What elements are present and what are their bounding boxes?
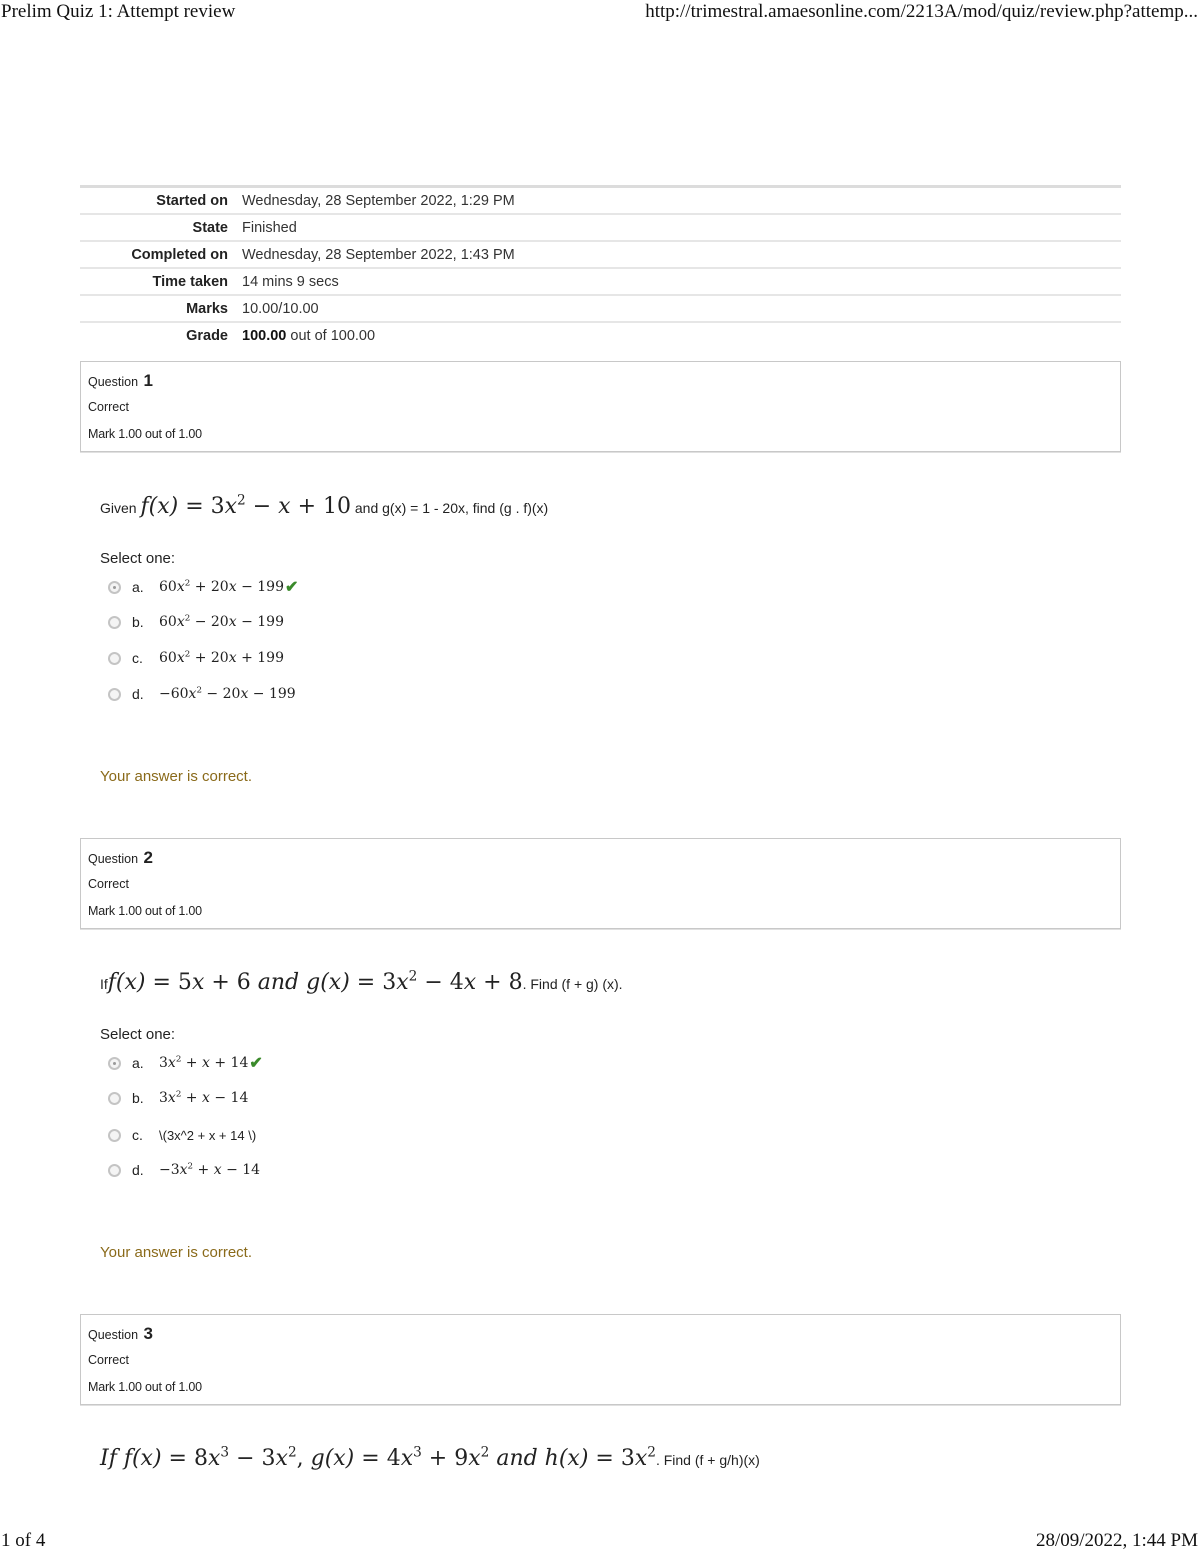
answer-option[interactable] xyxy=(108,1053,263,1073)
answer-option[interactable] xyxy=(108,1088,248,1108)
radio-button[interactable] xyxy=(108,1164,121,1177)
question-formula: f(x) = 5x + 6 and $g(x) = 3x^2 - 4x + 8$ xyxy=(107,968,523,995)
radio-button[interactable] xyxy=(108,1092,121,1105)
answer-feedback: Your answer is correct. xyxy=(100,768,253,785)
summary-label: Marks xyxy=(186,300,228,317)
question-state: Correct xyxy=(88,400,129,414)
print-url: http://trimestral.amaesonline.com/2213A/mod/quiz/review.php?attemp... xyxy=(645,1,1198,22)
question-number-value: 2 xyxy=(143,848,153,867)
question-text-suffix: . Find (f + g) (x). xyxy=(522,976,623,992)
question-3-info xyxy=(80,1314,1121,1405)
question-2-info xyxy=(80,838,1121,929)
radio-button[interactable] xyxy=(108,1129,121,1142)
answer-option[interactable] xyxy=(108,612,284,632)
question-1-info xyxy=(80,361,1121,452)
summary-row-marks xyxy=(80,294,1121,321)
summary-label: Time taken xyxy=(152,273,228,290)
answer-letter: c. xyxy=(132,1127,143,1143)
question-formula: $f(x) = 3x^2 - x + 10$ xyxy=(140,492,351,519)
question-label: Question xyxy=(88,1328,139,1342)
question-state: Correct xyxy=(88,1353,129,1367)
question-text-suffix: and g(x) = 1 - 20x, find (g . f)(x) xyxy=(354,500,549,516)
question-formula: If $f(x) = 8x^3 - 3x^2$, $g(x) = 4x^3 + 9x^2$ and $h(x) = 3x^2$ xyxy=(100,1444,656,1471)
summary-label: Started on xyxy=(156,192,228,209)
grade-score: 100.00 xyxy=(242,327,287,344)
print-title: Prelim Quiz 1: Attempt review xyxy=(1,1,236,22)
question-grade: Mark 1.00 out of 1.00 xyxy=(88,1380,202,1394)
question-grade: Mark 1.00 out of 1.00 xyxy=(88,904,202,918)
page-count: 1 of 4 xyxy=(1,1530,46,1551)
print-header xyxy=(0,0,1200,26)
answer-letter: a. xyxy=(132,1055,144,1071)
summary-value: Finished xyxy=(242,219,297,236)
summary-row-state xyxy=(80,213,1121,240)
radio-button[interactable] xyxy=(108,688,121,701)
summary-row-completed xyxy=(80,240,1121,267)
answer-letter: a. xyxy=(132,579,144,595)
answer-formula: $-3x^2 + x - 14$ xyxy=(159,1161,261,1178)
answer-letter: d. xyxy=(132,686,144,702)
summary-value: Wednesday, 28 September 2022, 1:29 PM xyxy=(242,192,515,209)
answer-option[interactable] xyxy=(108,577,298,597)
answer-formula: $60x^2 - 20x - 199$ xyxy=(159,613,284,630)
answer-raw-text: \(3x^2 + x + 14 \) xyxy=(159,1127,257,1143)
summary-value: 14 mins 9 secs xyxy=(242,273,339,290)
question-state: Correct xyxy=(88,877,129,891)
summary-label: State xyxy=(192,219,228,236)
summary-label: Grade xyxy=(186,327,228,344)
answer-formula: $-60x^2 - 20x - 199$ xyxy=(159,685,296,702)
summary-row-grade xyxy=(80,321,1121,348)
question-number xyxy=(88,371,153,391)
radio-button[interactable] xyxy=(108,652,121,665)
question-number xyxy=(88,848,153,868)
question-text-prefix: If xyxy=(100,976,108,992)
question-number-value: 3 xyxy=(143,1324,153,1343)
answer-letter: c. xyxy=(132,650,143,666)
radio-button[interactable] xyxy=(108,616,121,629)
select-one-label: Select one: xyxy=(100,550,176,567)
summary-row-started xyxy=(80,185,1121,213)
summary-row-time xyxy=(80,267,1121,294)
summary-label: Completed on xyxy=(131,246,228,263)
radio-button[interactable] xyxy=(108,1057,121,1070)
question-grade: Mark 1.00 out of 1.00 xyxy=(88,427,202,441)
summary-value: Wednesday, 28 September 2022, 1:43 PM xyxy=(242,246,515,263)
grade-out-of: out of 100.00 xyxy=(286,327,376,344)
answer-option[interactable] xyxy=(108,648,284,668)
answer-option[interactable] xyxy=(108,1160,260,1180)
question-2-text xyxy=(100,970,623,995)
answer-letter: b. xyxy=(132,1090,144,1106)
answer-letter: b. xyxy=(132,614,144,630)
answer-formula: $60x^2 + 20x - 199$ xyxy=(159,578,284,595)
answer-feedback: Your answer is correct. xyxy=(100,1244,253,1261)
check-icon: ✔ xyxy=(249,1055,263,1072)
question-label: Question xyxy=(88,852,139,866)
radio-button[interactable] xyxy=(108,581,121,594)
select-one-label: Select one: xyxy=(100,1026,176,1043)
question-text-prefix: Given xyxy=(100,500,137,516)
question-number xyxy=(88,1324,153,1344)
answer-formula: $3x^2 + x - 14$ xyxy=(159,1089,249,1106)
summary-value xyxy=(242,328,375,344)
print-datetime: 28/09/2022, 1:44 PM xyxy=(1035,1530,1198,1551)
answer-option[interactable] xyxy=(108,1125,256,1145)
question-label: Question xyxy=(88,375,139,389)
question-1-text xyxy=(100,494,548,519)
question-3-text xyxy=(100,1446,760,1471)
answer-formula: $60x^2 + 20x + 199$ xyxy=(159,649,284,666)
answer-formula: $3x^2 + x + 14$ xyxy=(159,1054,249,1071)
check-icon: ✔ xyxy=(284,579,299,596)
summary-value: 10.00/10.00 xyxy=(242,300,319,317)
attempt-summary-table xyxy=(80,185,1121,348)
question-text-suffix: . Find (f + g/h)(x) xyxy=(655,1452,760,1468)
answer-letter: d. xyxy=(132,1162,144,1178)
question-number-value: 1 xyxy=(143,371,153,390)
answer-option[interactable] xyxy=(108,684,296,704)
print-footer xyxy=(0,1530,1200,1552)
